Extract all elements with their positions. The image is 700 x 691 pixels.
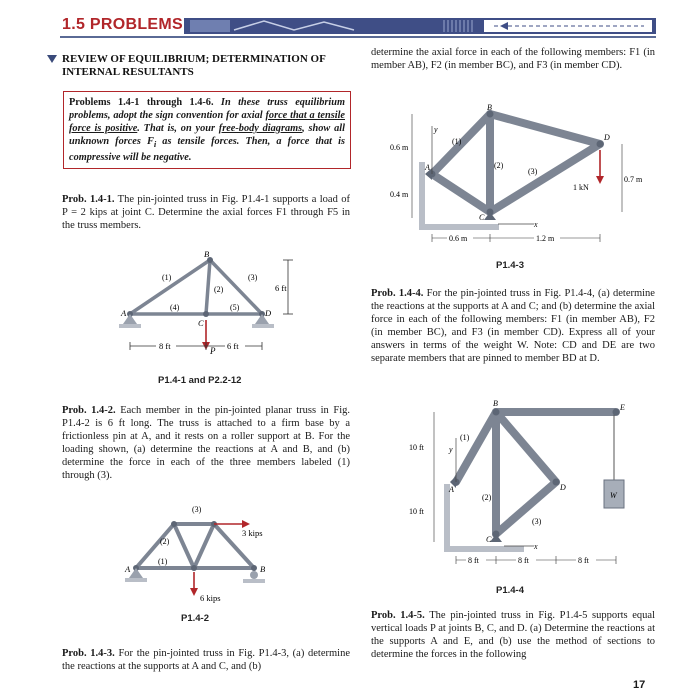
member-1-label: (1)	[158, 557, 168, 566]
member-3-label: (3)	[248, 273, 258, 282]
dim-0-7m: 0.7 m	[624, 175, 643, 184]
problem-1-4-2: Prob. 1.4-2. Each member in the pin-jointed planar truss in Fig. P1.4-2 is 6 ft long. The truss is attached to a firm base by a frictionless pin at A, and it rests on a roller support at B. For the loading shown, (a) determine the reactions at A and B, and (b) determine the force in each of the three members labeled (1) through (3).	[62, 405, 350, 481]
load-6kips: 6 kips	[200, 593, 221, 603]
joint-a-label: A	[121, 308, 127, 318]
section-title: 1.5 PROBLEMS	[62, 16, 183, 33]
y-axis-label: y	[449, 445, 453, 454]
member-2-label: (2)	[482, 493, 492, 502]
member-3-label: (3)	[528, 167, 538, 176]
load-3kips: 3 kips	[242, 528, 263, 538]
dim-8ft-2: 8 ft	[518, 556, 529, 565]
dim-10ft-upper: 10 ft	[409, 443, 424, 452]
member-2-label: (2)	[494, 161, 504, 170]
x-axis-label: x	[534, 542, 538, 551]
problem-1-4-4: Prob. 1.4-4. For the pin-jointed truss in Fig. P1.4-4, (a) determine the reactions at the supports at A and C; and (b) determine the axial force in each of the following members: F1 (in member AB), F2 (in member BC), and F3 (in member CD). Express all of your answers in terms of the weight W. Note: CD and DE are two separate members that are pinned to member BD at D.	[371, 288, 655, 364]
dim-6ft: 6 ft	[227, 341, 239, 351]
member-4-label: (4)	[170, 303, 180, 312]
joint-a-label: A	[449, 485, 454, 494]
joint-b-label: B	[204, 249, 210, 259]
joint-a-label: A	[425, 163, 430, 172]
dim-0-4m: 0.4 m	[390, 190, 409, 199]
figure-p1-4-3	[384, 100, 654, 252]
member-1-label: (1)	[460, 433, 470, 442]
header-rule	[60, 36, 656, 38]
joint-a-label: A	[125, 564, 131, 574]
instructions-lead: Problems 1.4-1 through 1.4-6.	[69, 97, 214, 108]
joint-d-label: D	[265, 308, 272, 318]
dim-0-6m-horizontal: 0.6 m	[449, 234, 468, 243]
page-number: 17	[633, 679, 646, 691]
figure-p1-4-1	[118, 248, 308, 368]
page-header	[60, 14, 656, 38]
triangle-bullet-icon	[47, 55, 57, 63]
joint-d-label: D	[604, 133, 610, 142]
section-heading: REVIEW OF EQUILIBRIUM; DETERMINATION OF INTERNAL RESULTANTS	[62, 53, 352, 79]
member-5-label: (5)	[230, 303, 240, 312]
member-1-label: (1)	[162, 273, 172, 282]
figure-label-p1-4-4: P1.4-4	[496, 585, 524, 596]
dim-8ft: 8 ft	[159, 341, 171, 351]
member-3-label: (3)	[192, 505, 202, 514]
member-1-label: (1)	[452, 137, 462, 146]
problem-1-4-5: Prob. 1.4-5. The pin-jointed truss in Fig. P1.4-5 supports equal vertical loads P at joints B, C, and D. (a) Determine the reactions at the supports A and E, and (b) use the method of sections to determine the forces in the following	[371, 610, 655, 660]
dim-1-2m: 1.2 m	[536, 234, 555, 243]
problem-1-4-3: Prob. 1.4-3. For the pin-jointed truss in Fig. P1.4-3, (a) determine the reactions at the supports at A and C, and (b)	[62, 648, 350, 672]
joint-b-label: B	[260, 564, 266, 574]
dim-0-6m: 0.6 m	[390, 143, 409, 152]
joint-b-label: B	[487, 103, 492, 112]
joint-e-label: E	[620, 403, 625, 412]
y-axis-label: y	[434, 125, 438, 134]
dim-10ft-lower: 10 ft	[409, 507, 424, 516]
figure-label-p1-4-2: P1.4-2	[181, 613, 209, 624]
member-2-label: (2)	[214, 285, 224, 294]
load-1kn: 1 kN	[573, 183, 589, 192]
dim-height: 6 ft	[275, 283, 287, 293]
figure-label-p1-4-1: P1.4-1 and P2.2-12	[158, 375, 242, 386]
member-2-label: (2)	[160, 537, 170, 546]
weight-label: W	[610, 491, 617, 500]
x-axis-label: x	[534, 220, 538, 229]
dim-8ft-1: 8 ft	[468, 556, 479, 565]
joint-d-label: D	[560, 483, 566, 492]
dim-8ft-3: 8 ft	[578, 556, 589, 565]
joint-b-label: B	[493, 399, 498, 408]
member-3-label: (3)	[532, 517, 542, 526]
header-decoration-band	[184, 18, 656, 34]
figure-label-p1-4-3: P1.4-3	[496, 260, 524, 271]
joint-c-label: C	[486, 535, 492, 544]
load-label: P	[210, 346, 216, 356]
figure-p1-4-2	[120, 500, 290, 608]
joint-c-label: C	[198, 318, 204, 328]
joint-c-label: C	[479, 213, 485, 222]
problem-1-4-3-continued: determine the axial force in each of the following members: F1 (in member AB), F2 (in member BC), and F3 (in member CD).	[371, 47, 655, 71]
figure-p1-4-4	[404, 396, 644, 592]
problem-1-4-1: Prob. 1.4-1. The pin-jointed truss in Fig. P1.4-1 supports a load of P = 2 kips at joint C. Determine the axial forces F1 through F5 in the truss members.	[62, 194, 350, 231]
instructions-box: Problems 1.4-1 through 1.4-6. In these truss equilibrium problems, adopt the sign convention for axial force that a tensile force is positive. That is, on your free-body diagrams, show all unknown forces $F_i$ as tensile forces. Then, a force that is compressive will be negative.	[63, 91, 351, 169]
